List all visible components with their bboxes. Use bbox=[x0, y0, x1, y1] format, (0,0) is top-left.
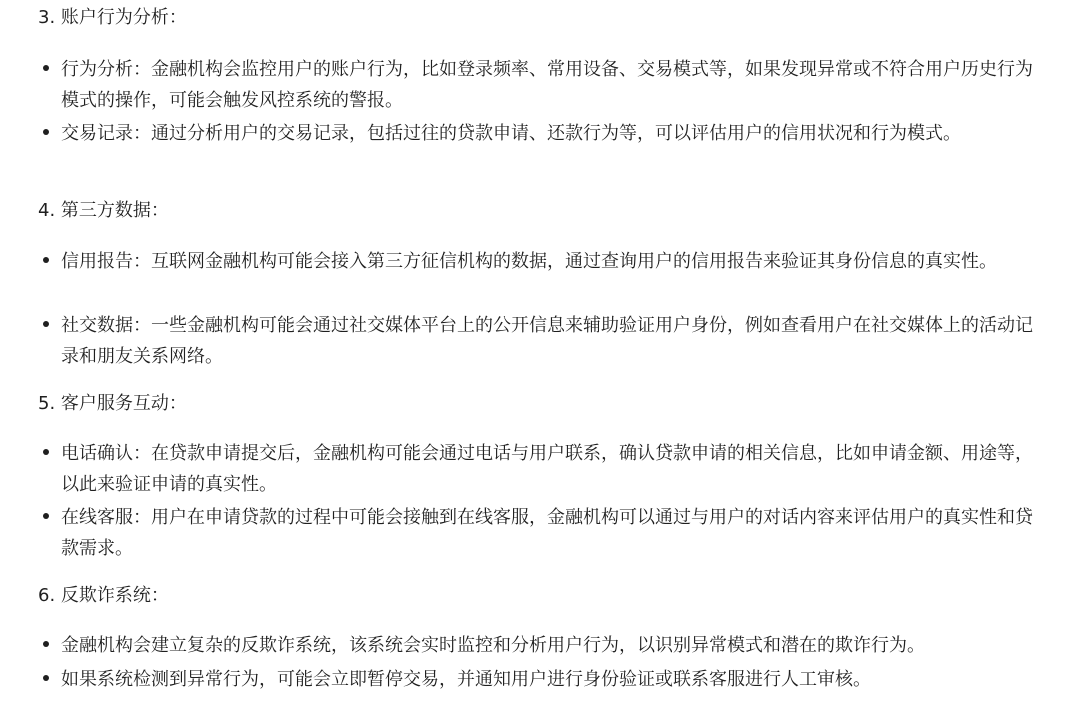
list-item bbox=[38, 630, 1038, 661]
bullet-icon bbox=[43, 513, 49, 519]
list-item bbox=[38, 502, 1038, 564]
list-item-text: 如果系统检测到异常行为，可能会立即暂停交易，并通知用户进行身份验证或联系客服进行人工审核。 bbox=[61, 669, 871, 690]
list-item-text: 信用报告：互联网金融机构可能会接入第三方征信机构的数据，通过查询用户的信用报告来验证其身份信息的真实性。 bbox=[61, 251, 997, 272]
bullet-icon bbox=[43, 675, 49, 681]
list-item bbox=[38, 118, 1038, 149]
bullet-icon bbox=[43, 65, 49, 71]
section-heading: 4. 第三方数据： bbox=[38, 200, 169, 221]
list-item-text: 金融机构会建立复杂的反欺诈系统，该系统会实时监控和分析用户行为，以识别异常模式和潜在的欺诈行为。 bbox=[61, 635, 925, 656]
section-heading: 6. 反欺诈系统： bbox=[38, 585, 169, 606]
list-item-text: 行为分析：金融机构会监控用户的账户行为，比如登录频率、常用设备、交易模式等，如果发现异常或不符合用户历史行为模式的操作，可能会触发风控系统的警报。 bbox=[61, 59, 1033, 111]
list-item bbox=[38, 246, 1038, 277]
bullet-icon bbox=[43, 257, 49, 263]
bullet-icon bbox=[43, 129, 49, 135]
section-heading: 5. 客户服务互动： bbox=[38, 393, 187, 414]
list-item-text: 在线客服：用户在申请贷款的过程中可能会接触到在线客服，金融机构可以通过与用户的对话内容来评估用户的真实性和贷款需求。 bbox=[61, 507, 1033, 559]
list-item bbox=[38, 664, 1038, 695]
bullet-icon bbox=[43, 641, 49, 647]
section-heading: 3. 账户行为分析： bbox=[38, 7, 187, 28]
list-item-text: 电话确认：在贷款申请提交后，金融机构可能会通过电话与用户联系，确认贷款申请的相关信息，比如申请金额、用途等，以此来验证申请的真实性。 bbox=[61, 443, 1033, 495]
list-item bbox=[38, 310, 1038, 372]
list-item-text: 交易记录：通过分析用户的交易记录，包括过往的贷款申请、还款行为等，可以评估用户的信用状况和行为模式。 bbox=[61, 123, 961, 144]
bullet-icon bbox=[43, 449, 49, 455]
list-item bbox=[38, 438, 1038, 500]
list-item bbox=[38, 54, 1038, 116]
bullet-icon bbox=[43, 321, 49, 327]
list-item-text: 社交数据：一些金融机构可能会通过社交媒体平台上的公开信息来辅助验证用户身份，例如查看用户在社交媒体上的活动记录和朋友关系网络。 bbox=[61, 315, 1033, 367]
